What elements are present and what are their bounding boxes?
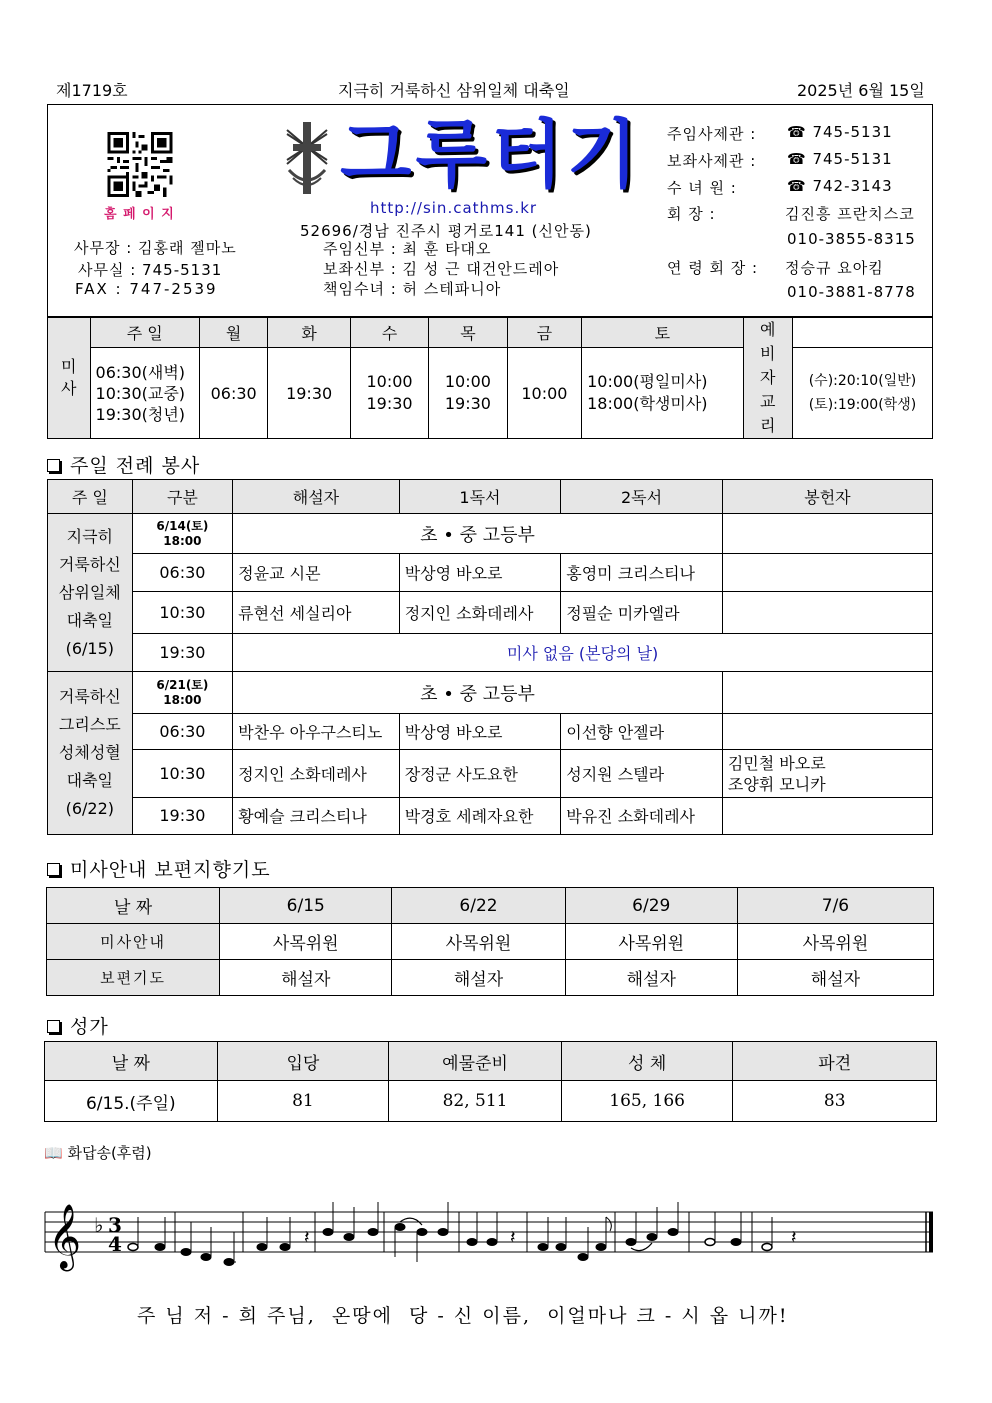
hymn-cell: 165, 166 xyxy=(561,1081,733,1122)
svg-text:3: 3 xyxy=(108,1213,122,1237)
day-header: 목 xyxy=(429,318,507,348)
reader-2: 성지원 스텔라 xyxy=(561,750,723,797)
hymn-header: 입당 xyxy=(217,1042,389,1081)
mass-time: 06:30(새벽) 10:30(교중) 19:30(청년) xyxy=(90,348,199,439)
checkbox-bullet-icon xyxy=(47,1020,60,1033)
no-mass-notice: 미사 없음 (본당의 날) xyxy=(233,633,933,671)
pastor: 주임신부 : 최 훈 타대오 xyxy=(323,240,492,258)
guide-cell: 사목위원 xyxy=(392,924,565,960)
liturgy-header: 1독서 xyxy=(399,480,561,514)
reader-2: 홍영미 크리스티나 xyxy=(561,554,723,591)
guide-header: 날 짜 xyxy=(47,888,220,924)
offerer xyxy=(722,672,932,714)
time-slot: 10:30 xyxy=(132,591,233,633)
commentator: 정지인 소화데레사 xyxy=(233,750,400,797)
guide-cell: 사목위원 xyxy=(565,924,737,960)
hymn-header: 날 짜 xyxy=(45,1042,218,1081)
contact-value: 010-3881-8778 xyxy=(787,283,916,301)
reader-1: 박상영 바오로 xyxy=(399,714,561,750)
guide-cell: 해설자 xyxy=(565,960,737,996)
section-title-text: 미사안내 보편지향기도 xyxy=(70,859,271,881)
offerer xyxy=(722,591,932,633)
assistant-priest: 보좌신부 : 김 성 근 대건안드레아 xyxy=(323,260,560,278)
hymn-header: 성 체 xyxy=(561,1042,733,1081)
contact-value: ☎ 745-5131 xyxy=(787,150,893,168)
liturgy-header: 2독서 xyxy=(561,480,723,514)
svg-text:4: 4 xyxy=(108,1232,122,1256)
day-header: 수 xyxy=(350,318,428,348)
time-slot: 06:30 xyxy=(132,714,233,750)
liturgy-table xyxy=(47,479,933,835)
day-header: 월 xyxy=(199,318,268,348)
mass-time: 10:00 xyxy=(507,348,581,439)
day-header: 화 xyxy=(268,318,350,348)
qr-code-icon[interactable] xyxy=(105,132,175,197)
day-header: 금 xyxy=(507,318,581,348)
mass-time: 10:00(평일미사) 18:00(학생미사) xyxy=(582,348,743,439)
day-header: 토 xyxy=(582,318,743,348)
checkbox-bullet-icon xyxy=(47,459,60,472)
catechism-header-empty xyxy=(792,318,932,348)
offerer: 김민철 바오로 조양휘 모니카 xyxy=(722,750,932,797)
contact-label: 연 령 회 장 : xyxy=(667,259,759,277)
time-slot: 06:30 xyxy=(132,554,233,591)
mass-time: 10:00 19:30 xyxy=(350,348,428,439)
svg-text:𝄽: 𝄽 xyxy=(510,1227,516,1248)
guide-cell: 해설자 xyxy=(737,960,933,996)
mass-time: 06:30 xyxy=(199,348,268,439)
contact-label: 보좌사제관 : xyxy=(667,152,757,170)
hymn-cell: 81 xyxy=(217,1081,389,1122)
mass-time: 10:00 19:30 xyxy=(429,348,507,439)
psalm-lyrics: 주 님 저 - 희 주님, 온땅에 당 - 신 이름, 이얼마나 크 - 시 옵 니까! xyxy=(137,1305,789,1327)
sunday-name: 지극히 거룩하신 삼위일체 대축일 (6/15) xyxy=(48,514,133,672)
reader-2: 정필순 미카엘라 xyxy=(561,591,723,633)
issue-date: 2025년 6월 15일 xyxy=(797,81,925,100)
mass-label: 미 사 xyxy=(48,318,91,439)
day-header: 주 일 xyxy=(90,318,199,348)
reader-1: 박상영 바오로 xyxy=(399,554,561,591)
feast-title: 지극히 거룩하신 삼위일체 대축일 xyxy=(338,81,570,100)
liturgy-header: 구분 xyxy=(132,480,233,514)
svg-text:𝄽: 𝄽 xyxy=(791,1227,797,1248)
commentator: 류현선 세실리아 xyxy=(233,591,400,633)
section-title-liturgy xyxy=(47,451,200,478)
contact-value: 010-3855-8315 xyxy=(787,230,916,248)
merged-assignment: 초 • 중 고등부 xyxy=(233,672,723,714)
contact-value: ☎ 742-3143 xyxy=(787,177,893,195)
treble-clef-icon: 𝄞 xyxy=(48,1204,82,1269)
guide-cell: 해설자 xyxy=(392,960,565,996)
reader-1: 장정군 사도요한 xyxy=(399,750,561,797)
liturgy-header: 해설자 xyxy=(233,480,400,514)
contact-label: 수 녀 원 : xyxy=(667,179,737,197)
contact-value: 정승규 요아킴 xyxy=(785,259,884,277)
psalm-title xyxy=(44,1142,152,1163)
guide-header: 6/29 xyxy=(565,888,737,924)
website-url[interactable]: http://sin.cathms.kr xyxy=(370,199,538,217)
offerer xyxy=(722,554,932,591)
offerer xyxy=(722,514,932,554)
reader-2: 박유진 소화데레사 xyxy=(561,797,723,834)
sunday-name: 거룩하신 그리스도 성체성혈 대축일 (6/22) xyxy=(48,672,133,835)
section-title-guide xyxy=(47,855,271,882)
svg-text:𝄽: 𝄽 xyxy=(304,1227,310,1248)
catechism-label: 예 비 자 교 리 xyxy=(743,318,792,439)
hymn-header: 예물준비 xyxy=(389,1042,562,1081)
guide-cell: 사목위원 xyxy=(737,924,933,960)
contact-label: 주임사제관 : xyxy=(667,125,757,143)
guide-cell: 사목위원 xyxy=(220,924,392,960)
time-slot: 6/14(토) 18:00 xyxy=(132,514,233,554)
parish-address: 52696/경남 진주시 평거로141 (신안동) xyxy=(300,222,592,240)
qr-label: 홈 페 이 지 xyxy=(104,207,175,222)
issue-number: 제1719호 xyxy=(56,81,128,100)
contact-label: 회 장 : xyxy=(667,205,716,223)
hymn-header: 파견 xyxy=(733,1042,937,1081)
offerer xyxy=(722,797,932,834)
commentator: 정윤교 시몬 xyxy=(233,554,400,591)
guide-header: 6/22 xyxy=(392,888,565,924)
section-title-hymn xyxy=(47,1012,109,1039)
contact-value: ☎ 745-5131 xyxy=(787,123,893,141)
reader-1: 정지인 소화데레사 xyxy=(399,591,561,633)
office-tel: 사무실 : 745-5131 xyxy=(78,261,223,279)
fax: FAX : 747-2539 xyxy=(75,280,218,298)
hymn-cell: 82, 511 xyxy=(389,1081,562,1122)
section-title-text: 주일 전례 봉사 xyxy=(70,455,201,477)
guide-cell: 해설자 xyxy=(220,960,392,996)
offerer xyxy=(722,714,932,750)
liturgy-header: 봉헌자 xyxy=(722,480,932,514)
guide-row-label: 보편기도 xyxy=(47,960,220,996)
time-slot: 10:30 xyxy=(132,750,233,797)
newsletter-title: 그루터기 xyxy=(340,112,642,198)
guide-header: 6/15 xyxy=(220,888,392,924)
liturgy-header: 주 일 xyxy=(48,480,133,514)
time-slot: 19:30 xyxy=(132,797,233,834)
section-title-text: 성가 xyxy=(70,1016,109,1038)
book-icon: 📖 xyxy=(44,1144,63,1162)
commentator: 박찬우 아우구스티노 xyxy=(233,714,400,750)
guide-row-label: 미사안내 xyxy=(47,924,220,960)
cross-logo-icon xyxy=(283,120,331,196)
merged-assignment: 초 • 중 고등부 xyxy=(233,514,723,554)
guide-header: 7/6 xyxy=(737,888,933,924)
reader-1: 박경호 세례자요한 xyxy=(399,797,561,834)
reader-2: 이선향 안젤라 xyxy=(561,714,723,750)
mass-time: 19:30 xyxy=(268,348,350,439)
svg-text:♭: ♭ xyxy=(94,1213,104,1237)
music-staff xyxy=(40,1195,940,1285)
mass-schedule-table xyxy=(47,317,933,439)
commentator: 황예슬 크리스티나 xyxy=(233,797,400,834)
office-head: 사무장 : 김홍래 젤마노 xyxy=(74,239,237,257)
time-slot: 19:30 xyxy=(132,633,233,671)
time-slot: 6/21(토) 18:00 xyxy=(132,672,233,714)
checkbox-bullet-icon xyxy=(47,863,60,876)
hymn-cell: 6/15.(주일) xyxy=(45,1081,218,1122)
guide-table xyxy=(46,887,934,996)
sister: 책임수녀 : 허 스테파니아 xyxy=(323,280,502,298)
contact-value: 김진흥 프란치스코 xyxy=(785,205,915,223)
hymn-table xyxy=(44,1041,937,1122)
hymn-cell: 83 xyxy=(733,1081,937,1122)
psalm-title-text: 화답송(후렴) xyxy=(67,1144,152,1162)
catechism-times: (수):20:10(일반) (토):19:00(학생) xyxy=(792,348,932,439)
